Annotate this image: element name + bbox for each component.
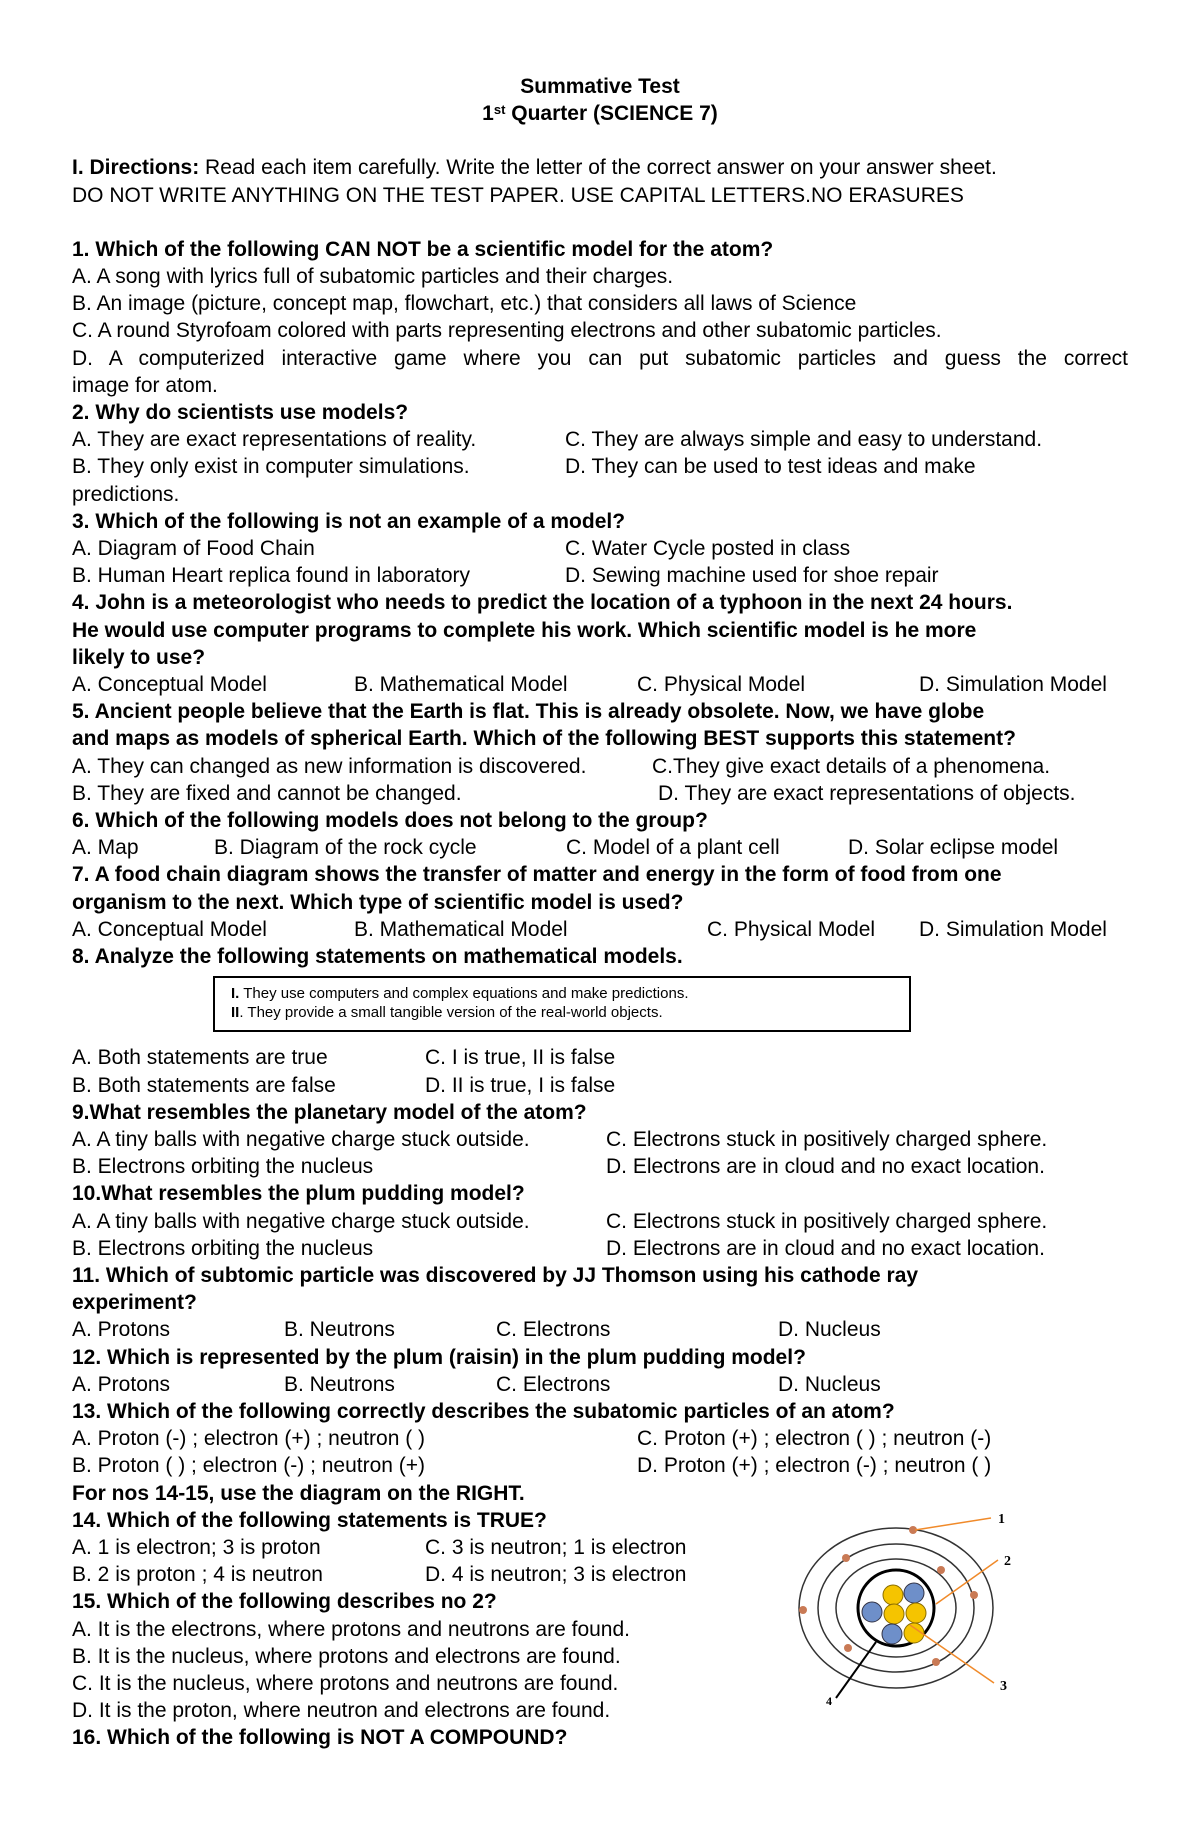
q3-row-2 bbox=[72, 562, 1128, 589]
q4-option-c: C. Physical Model bbox=[637, 673, 806, 697]
q6-option-a: A. Map bbox=[72, 836, 139, 860]
q9-option-c: C. Electrons stuck in positively charged sphere. bbox=[606, 1127, 1048, 1151]
q1-option-d-cont: image for atom. bbox=[72, 373, 218, 397]
q10-option-a: A. A tiny balls with negative charge stuck outside. bbox=[72, 1209, 530, 1233]
q7-option-a: A. Conceptual Model bbox=[72, 917, 267, 941]
q8-statement-1 bbox=[231, 984, 893, 1003]
q2-option-d: D. They can be used to test ideas and make bbox=[565, 455, 976, 479]
q8-statement-1-num: I. bbox=[231, 985, 240, 1003]
q15-option-d: D. It is the proton, where neutron and electrons are found. bbox=[72, 1699, 611, 1723]
q12-option-d: D. Nucleus bbox=[778, 1372, 881, 1396]
q12-option-c: C. Electrons bbox=[496, 1372, 611, 1396]
q15-option-a: A. It is the electrons, where protons and neutrons are found. bbox=[72, 1617, 630, 1641]
proton-3 bbox=[906, 1603, 926, 1623]
q9-row-2 bbox=[72, 1153, 1128, 1180]
q1-option-b: B. An image (picture, concept map, flowchart, etc.) that considers all laws of Science bbox=[72, 292, 857, 316]
diagram-label-1: 1 bbox=[998, 1512, 1005, 1527]
q8-statement-2-text: . They provide a small tangible version of the real-world objects. bbox=[239, 1004, 663, 1022]
pointer-2 bbox=[936, 1560, 998, 1604]
q10-option-c: C. Electrons stuck in positively charged sphere. bbox=[606, 1209, 1048, 1233]
q9-row-1 bbox=[72, 1126, 1128, 1153]
pointer-1 bbox=[915, 1518, 991, 1530]
electron-7 bbox=[970, 1591, 978, 1599]
q7-options bbox=[72, 916, 1128, 943]
q15-option-b: B. It is the nucleus, where protons and electrons are found. bbox=[72, 1644, 621, 1668]
q1-option-c: C. A round Styrofoam colored with parts representing electrons and other subatomic particles. bbox=[72, 319, 942, 343]
page-title: Summative Test bbox=[520, 75, 680, 98]
q13-option-c: C. Proton (+) ; electron ( ) ; neutron (-) bbox=[637, 1427, 992, 1451]
neutron-4 bbox=[882, 1624, 902, 1644]
q7-option-d: D. Simulation Model bbox=[919, 917, 1107, 941]
q10-option-d: D. Electrons are in cloud and no exact location. bbox=[606, 1236, 1045, 1260]
q3-option-a: A. Diagram of Food Chain bbox=[72, 537, 315, 561]
q3-option-d: D. Sewing machine used for shoe repair bbox=[565, 564, 939, 588]
pointer-3 bbox=[910, 1625, 994, 1683]
q2-option-c: C. They are always simple and easy to understand. bbox=[565, 428, 1043, 452]
diagram-label-2: 2 bbox=[1004, 1554, 1011, 1569]
quarter-superscript: st bbox=[493, 102, 506, 118]
q14-option-c: C. 3 is neutron; 1 is electron bbox=[425, 1535, 687, 1559]
q14-option-d: D. 4 is neutron; 3 is electron bbox=[425, 1563, 687, 1587]
question-4: 4. John is a meteorologist who needs to predict the location of a typhoon in the next 24 hours. bbox=[72, 591, 1013, 615]
q13-row-2 bbox=[72, 1452, 1128, 1479]
q5-option-b: B. They are fixed and cannot be changed. bbox=[72, 781, 462, 805]
proton-2 bbox=[884, 1604, 904, 1624]
q11-option-c: C. Electrons bbox=[496, 1318, 611, 1342]
q6-options bbox=[72, 834, 1128, 861]
electron-4 bbox=[844, 1644, 852, 1652]
q11-option-a: A. Protons bbox=[72, 1318, 171, 1342]
q2-row-2 bbox=[72, 453, 1128, 480]
q6-option-c: C. Model of a plant cell bbox=[566, 836, 780, 860]
q4-option-b: B. Mathematical Model bbox=[354, 673, 568, 697]
q12-option-a: A. Protons bbox=[72, 1372, 171, 1396]
q1-option-d: D. A computerized interactive game where you can put subatomic particles and guess the correct bbox=[72, 346, 1128, 370]
q2-option-b: B. They only exist in computer simulations. bbox=[72, 455, 470, 479]
q4-options bbox=[72, 671, 1128, 698]
question-5: 5. Ancient people believe that the Earth is flat. This is already obsolete. Now, we have globe bbox=[72, 700, 985, 724]
question-16: 16. Which of the following is NOT A COMPOUND? bbox=[72, 1726, 568, 1750]
diagram-label-4: 4 bbox=[826, 1694, 832, 1705]
quarter-rest: Quarter (SCIENCE 7) bbox=[505, 102, 718, 126]
question-13: 13. Which of the following correctly describes the subatomic particles of an atom? bbox=[72, 1399, 895, 1423]
q1-option-a: A. A song with lyrics full of subatomic particles and their charges. bbox=[72, 265, 674, 289]
question-6: 6. Which of the following models does not belong to the group? bbox=[72, 809, 708, 833]
q2-option-a: A. They are exact representations of reality. bbox=[72, 428, 477, 452]
q11-option-b: B. Neutrons bbox=[284, 1318, 395, 1342]
directions-label: I. Directions: bbox=[72, 156, 200, 180]
q5-option-a: A. They can changed as new information is discovered. bbox=[72, 754, 587, 778]
question-9: 9.What resembles the planetary model of the atom? bbox=[72, 1100, 587, 1124]
q4-option-d: D. Simulation Model bbox=[919, 673, 1107, 697]
directions-text: Read each item carefully. Write the letter of the correct answer on your answer sheet. bbox=[199, 156, 997, 180]
question-11: 11. Which of subtomic particle was discovered by JJ Thomson using his cathode ray bbox=[72, 1263, 919, 1287]
question-14: 14. Which of the following statements is TRUE? bbox=[72, 1508, 547, 1532]
q8-row-1 bbox=[72, 1044, 1128, 1071]
q14-option-a: A. 1 is electron; 3 is proton bbox=[72, 1535, 321, 1559]
q11-option-d: D. Nucleus bbox=[778, 1318, 881, 1342]
q8-statements-box bbox=[213, 976, 911, 1032]
q6-option-d: D. Solar eclipse model bbox=[848, 836, 1059, 860]
q13-row-1 bbox=[72, 1425, 1128, 1452]
diagram-label-3: 3 bbox=[1000, 1679, 1007, 1694]
q12-options bbox=[72, 1371, 1128, 1398]
q8-row-2 bbox=[72, 1072, 1128, 1099]
diagram-note: For nos 14-15, use the diagram on the RIGHT. bbox=[72, 1481, 525, 1505]
q2-option-d-cont: predictions. bbox=[72, 482, 180, 506]
question-2: 2. Why do scientists use models? bbox=[72, 401, 409, 425]
q8-option-d: D. II is true, I is false bbox=[425, 1073, 616, 1097]
q2-row-1 bbox=[72, 426, 1128, 453]
q8-option-b: B. Both statements are false bbox=[72, 1073, 336, 1097]
directions bbox=[72, 154, 1128, 181]
question-4-line3: likely to use? bbox=[72, 645, 206, 669]
directions-line2: DO NOT WRITE ANYTHING ON THE TEST PAPER. USE CAPITAL LETTERS.NO ERASURES bbox=[72, 183, 964, 207]
q9-option-b: B. Electrons orbiting the nucleus bbox=[72, 1155, 374, 1179]
question-3: 3. Which of the following is not an example of a model? bbox=[72, 509, 626, 533]
question-7: 7. A food chain diagram shows the transfer of matter and energy in the form of food from one bbox=[72, 863, 1002, 887]
q8-option-c: C. I is true, II is false bbox=[425, 1046, 616, 1070]
q7-option-c: C. Physical Model bbox=[707, 917, 876, 941]
q14-option-b: B. 2 is proton ; 4 is neutron bbox=[72, 1563, 323, 1587]
electron-3 bbox=[799, 1606, 807, 1614]
question-10: 10.What resembles the plum pudding model? bbox=[72, 1182, 525, 1206]
q11-options bbox=[72, 1316, 1128, 1343]
q5-option-c: C.They give exact details of a phenomena. bbox=[652, 754, 1051, 778]
q3-option-b: B. Human Heart replica found in laboratory bbox=[72, 564, 471, 588]
question-4-line2: He would use computer programs to complete his work. Which scientific model is he more bbox=[72, 618, 977, 642]
question-5-line2: and maps as models of spherical Earth. Which of the following BEST supports this statement? bbox=[72, 727, 1016, 751]
q13-option-b: B. Proton ( ) ; electron (-) ; neutron (+) bbox=[72, 1454, 426, 1478]
q10-row-1 bbox=[72, 1208, 1128, 1235]
question-1: 1. Which of the following CAN NOT be a scientific model for the atom? bbox=[72, 237, 774, 261]
q4-option-a: A. Conceptual Model bbox=[72, 673, 267, 697]
q13-option-a: A. Proton (-) ; electron (+) ; neutron ( ) bbox=[72, 1427, 426, 1451]
q9-option-a: A. A tiny balls with negative charge stuck outside. bbox=[72, 1127, 530, 1151]
q8-option-a: A. Both statements are true bbox=[72, 1046, 328, 1070]
q3-option-c: C. Water Cycle posted in class bbox=[565, 537, 851, 561]
q12-option-b: B. Neutrons bbox=[284, 1372, 395, 1396]
q7-option-b: B. Mathematical Model bbox=[354, 917, 568, 941]
question-15: 15. Which of the following describes no 2? bbox=[72, 1590, 497, 1614]
q10-row-2 bbox=[72, 1235, 1128, 1262]
q8-statement-2 bbox=[231, 1003, 893, 1022]
q5-row-1 bbox=[72, 753, 1128, 780]
q13-option-d: D. Proton (+) ; electron (-) ; neutron ( ) bbox=[637, 1454, 992, 1478]
neutron-1 bbox=[862, 1602, 882, 1622]
question-11-line2: experiment? bbox=[72, 1291, 197, 1315]
q3-row-1 bbox=[72, 535, 1128, 562]
question-7-line2: organism to the next. Which type of scientific model is used? bbox=[72, 890, 684, 914]
q6-option-b: B. Diagram of the rock cycle bbox=[214, 836, 477, 860]
pointer-4 bbox=[836, 1642, 876, 1698]
q5-option-d: D. They are exact representations of objects. bbox=[658, 781, 1076, 805]
q10-option-b: B. Electrons orbiting the nucleus bbox=[72, 1236, 374, 1260]
electron-5 bbox=[937, 1566, 945, 1574]
q8-statement-2-num: II bbox=[231, 1004, 240, 1022]
question-12: 12. Which is represented by the plum (raisin) in the plum pudding model? bbox=[72, 1345, 806, 1369]
q9-option-d: D. Electrons are in cloud and no exact location. bbox=[606, 1155, 1045, 1179]
q5-row-2 bbox=[72, 780, 1128, 807]
q15-option-c: C. It is the nucleus, where protons and neutrons are found. bbox=[72, 1671, 619, 1695]
neutron-3 bbox=[904, 1583, 924, 1603]
electron-6 bbox=[932, 1658, 940, 1666]
atom-diagram bbox=[796, 1500, 1046, 1705]
q8-statement-1-text: They use computers and complex equations and make predictions. bbox=[239, 985, 689, 1003]
quarter-subtitle bbox=[72, 100, 1128, 127]
question-8: 8. Analyze the following statements on mathematical models. bbox=[72, 945, 683, 969]
quarter-number: 1 bbox=[482, 102, 494, 126]
electron-2 bbox=[842, 1554, 850, 1562]
proton-1 bbox=[883, 1585, 903, 1605]
